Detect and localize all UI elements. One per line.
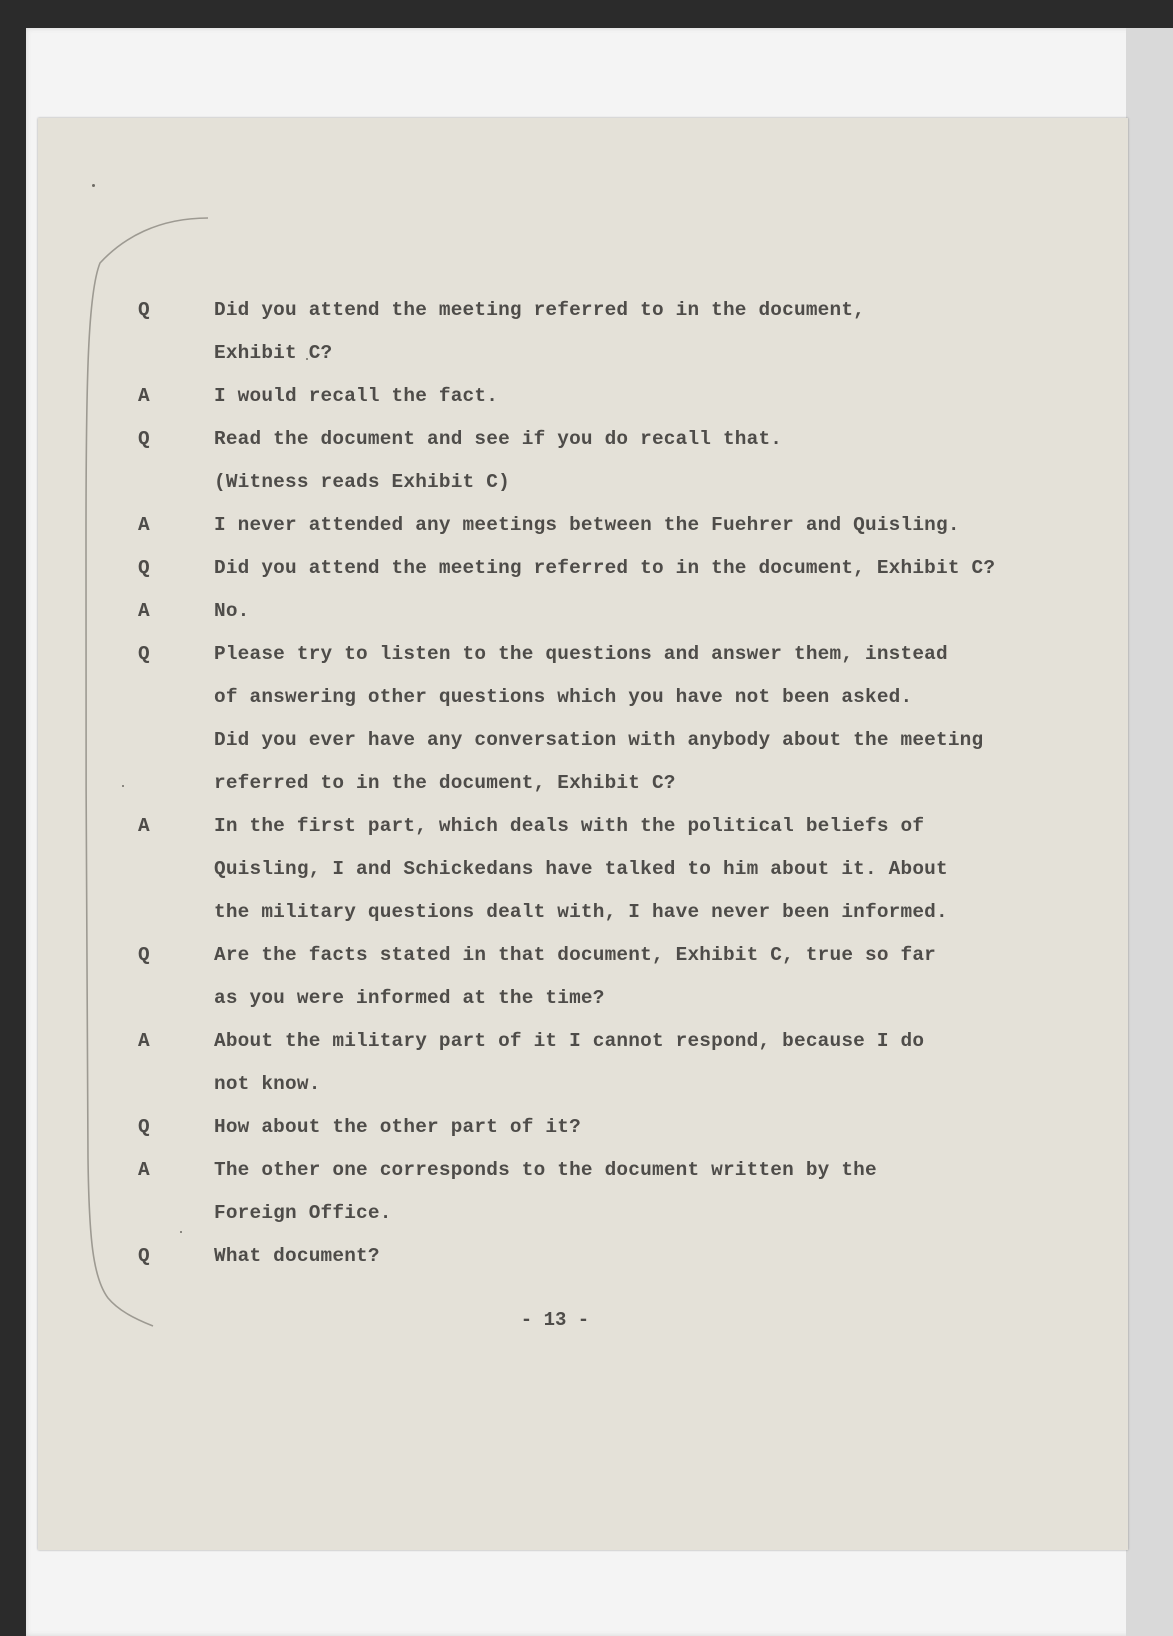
speaker-marker: Q xyxy=(138,428,150,450)
speaker-marker: Q xyxy=(138,1245,150,1267)
line-text: No. xyxy=(214,600,250,622)
line-text: (Witness reads Exhibit C) xyxy=(214,471,510,493)
speaker-marker: Q xyxy=(138,643,150,665)
line-text: referred to in the document, Exhibit C? xyxy=(214,772,676,794)
mounting-sheet-edge xyxy=(1126,28,1173,1636)
line-text: Did you attend the meeting referred to in the document, Exhibit C? xyxy=(214,557,996,579)
line-text: Did you attend the meeting referred to in the document, xyxy=(214,299,865,321)
line-text: About the military part of it I cannot respond, because I do xyxy=(214,1030,925,1052)
speaker-marker: A xyxy=(138,1030,150,1052)
speaker-marker: Q xyxy=(138,1116,150,1138)
speaker-marker: A xyxy=(138,514,150,536)
speaker-marker: Q xyxy=(138,944,150,966)
line-text: Are the facts stated in that document, Exhibit C, true so far xyxy=(214,944,937,966)
speaker-marker: A xyxy=(138,1159,150,1181)
speaker-marker: A xyxy=(138,815,150,837)
line-text: What document? xyxy=(214,1245,380,1267)
line-text: Foreign Office. xyxy=(214,1202,392,1224)
line-text: I never attended any meetings between the Fuehrer and Quisling. xyxy=(214,514,960,536)
speaker-marker: Q xyxy=(138,299,150,321)
typed-page xyxy=(38,118,1128,1550)
line-text: Quisling, I and Schickedans have talked to him about it. About xyxy=(214,858,948,880)
line-text: I would recall the fact. xyxy=(214,385,499,407)
speaker-marker: Q xyxy=(138,557,150,579)
line-text: Did you ever have any conversation with anybody about the meeting xyxy=(214,729,984,751)
line-text: The other one corresponds to the document written by the xyxy=(214,1159,877,1181)
line-text: In the first part, which deals with the political beliefs of xyxy=(214,815,925,837)
speaker-marker: A xyxy=(138,600,150,622)
line-text: How about the other part of it? xyxy=(214,1116,581,1138)
line-text: Please try to listen to the questions and answer them, instead xyxy=(214,643,948,665)
transcript-body xyxy=(38,118,1128,1550)
line-text: not know. xyxy=(214,1073,321,1095)
line-text: as you were informed at the time? xyxy=(214,987,605,1009)
line-text: of answering other questions which you have not been asked. xyxy=(214,686,913,708)
line-text: Exhibit C? xyxy=(214,342,333,364)
line-text: Read the document and see if you do recall that. xyxy=(214,428,783,450)
speaker-marker: A xyxy=(138,385,150,407)
page-number: - 13 - xyxy=(520,1309,590,1331)
line-text: the military questions dealt with, I have never been informed. xyxy=(214,901,948,923)
